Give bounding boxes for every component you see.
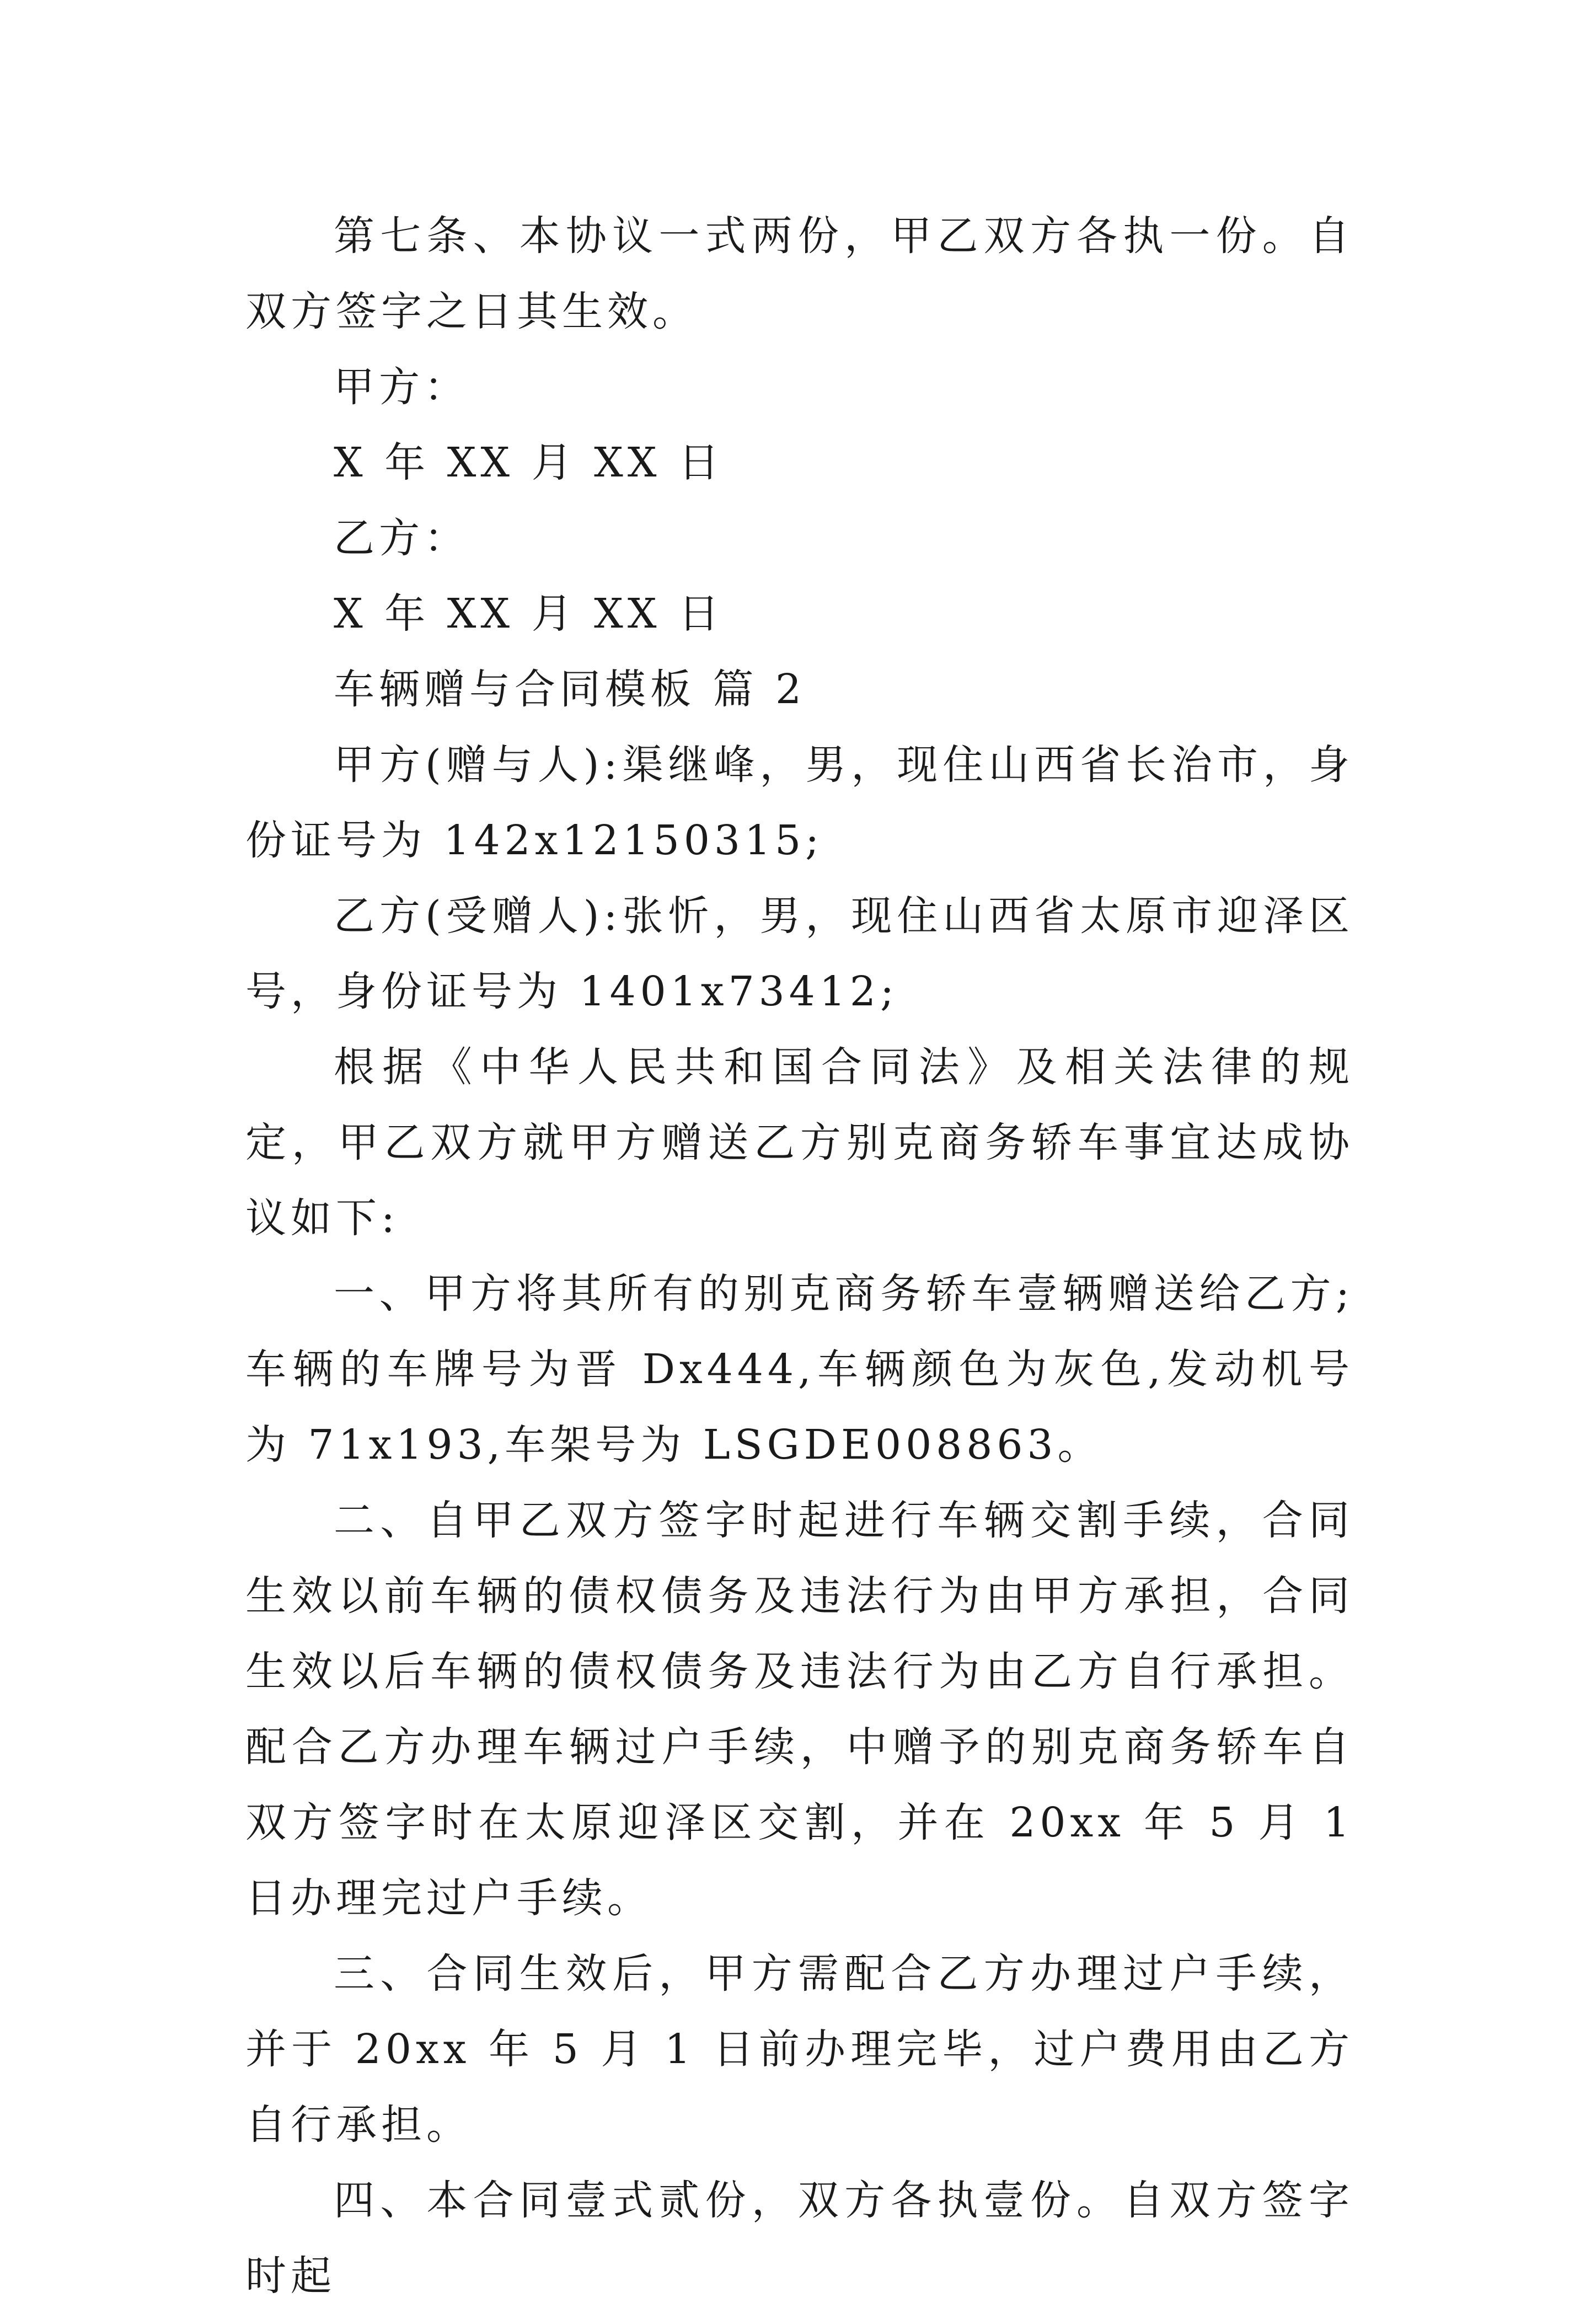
document-body — [245, 199, 1354, 2314]
paragraph-clause-4: 四、本合同壹式贰份，双方各执壹份。自双方签字时起 — [245, 2177, 1354, 2300]
party-a-label: 甲方： — [334, 363, 469, 411]
paragraph-clause-2: 二、自甲乙双方签字时起进行车辆交割手续，合同生效以前车辆的债权债务及违法行为由甲方承担，合同生效以后车辆的债权债务及违法行为由乙方自行承担。配合乙方办理车辆过户手续，中赠予的别克商务轿车自双方签字时在太原迎泽区交割，并在 20xx 年 5 月 1 日办理完过户手续。 — [245, 1497, 1354, 1922]
party-b-date: X 年 XX 月 XX 日 — [334, 590, 724, 638]
paragraph-donee: 乙方(受赠人):张忻，男，现住山西省太原市迎泽区号，身份证号为 1401x73412; — [245, 892, 1354, 1015]
paragraph-article-7: 第七条、本协议一式两份，甲乙双方各执一份。自双方签字之日其生效。 — [245, 212, 1354, 335]
paragraph-legal-basis: 根据《中华人民共和国合同法》及相关法律的规定，甲乙双方就甲方赠送乙方别克商务轿车事宜达成协议如下: — [245, 1043, 1354, 1242]
paragraph-clause-3: 三、合同生效后，甲方需配合乙方办理过户手续，并于 20xx 年 5 月 1 日前办理完毕，过户费用由乙方自行承担。 — [245, 1950, 1354, 2149]
party-a-date: X 年 XX 月 XX 日 — [334, 439, 724, 486]
paragraph-donor: 甲方(赠与人):渠继峰，男，现住山西省长治市，身份证号为 142x12150315; — [245, 741, 1354, 864]
section-title: 车辆赠与合同模板 篇 2 — [334, 666, 806, 713]
paragraph-clause-1: 一、甲方将其所有的别克商务轿车壹辆赠送给乙方;车辆的车牌号为晋 Dx444,车辆颜色为灰色,发动机号为 71x193,车架号为 LSGDE008863。 — [245, 1270, 1354, 1469]
party-b-label: 乙方： — [334, 515, 469, 562]
